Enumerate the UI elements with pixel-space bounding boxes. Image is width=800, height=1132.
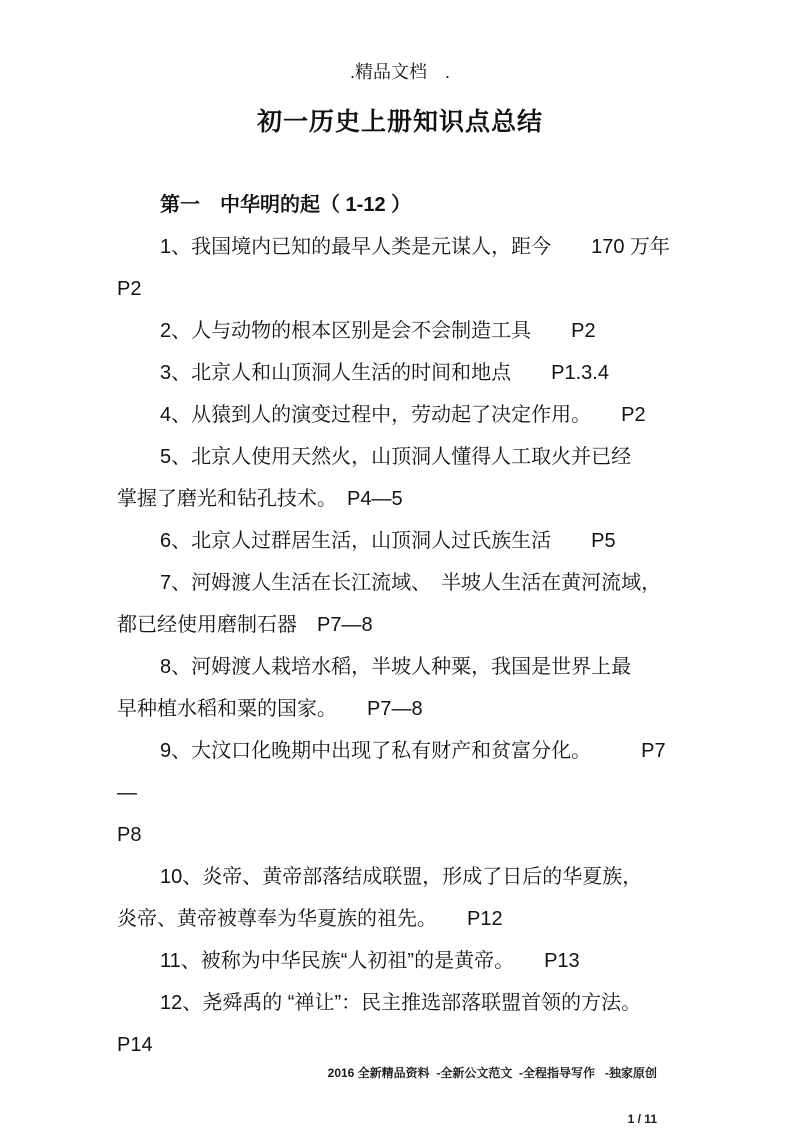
body-line: 10、炎帝、黄帝部落结成联盟，形成了日后的华夏族，	[160, 866, 643, 888]
page-title: 初一历史上册知识点总结	[256, 108, 543, 136]
body-line: 8、河姆渡人栽培水稻，半坡人种粟，我国是世界上最	[160, 656, 632, 678]
body-line: P2	[117, 278, 142, 300]
body-line: 9、大汶口化晚期中出现了私有财产和贫富分化。 P7—	[117, 740, 666, 804]
body-line: 4、从猿到人的演变过程中，劳动起了决定作用。 P2	[160, 404, 646, 426]
body-line: 第一 中华明的起（ 1-12 ）	[160, 194, 412, 216]
body-line: 早种植水稻和粟的国家。 P7—8	[117, 698, 423, 720]
body-line: 炎帝、黄帝被尊奉为华夏族的祖先。 P12	[117, 908, 503, 930]
body-line: 11、被称为中华民族“人初祖”的是黄帝。 P13	[160, 950, 580, 972]
document-footer	[328, 1036, 657, 1132]
body-line: 5、北京人使用天然火，山顶洞人懂得人工取火并已经	[160, 446, 632, 468]
document-body	[117, 184, 683, 1066]
footer-credits: 2016 全新精品资料 -全新公文范文 -全程指导写作 -独家原创	[327, 1066, 657, 1080]
document-header: .精品文档 .	[349, 62, 450, 82]
body-line: 都已经使用磨制石器 P7—8	[117, 614, 373, 636]
body-line: P8	[117, 824, 142, 846]
body-line: 1、我国境内已知的最早人类是元谋人，距今 170 万年	[160, 236, 671, 258]
body-line: 7、河姆渡人生活在长江流域、 半坡人生活在黄河流域，	[160, 572, 662, 594]
body-line: 6、北京人过群居生活，山顶洞人过氏族生活 P5	[160, 530, 616, 552]
body-line: 掌握了磨光和钻孔技术。 P4—5	[117, 488, 403, 510]
body-line: 12、尧舜禹的 “禅让”：民主推选部落联盟首领的方法。	[160, 992, 642, 1014]
page-number: 1 / 11	[627, 1112, 657, 1126]
body-line: 3、北京人和山顶洞人生活的时间和地点 P1.3.4	[160, 362, 609, 384]
body-line: 2、人与动物的根本区别是会不会制造工具 P2	[160, 320, 596, 342]
body-line: P14	[117, 1034, 153, 1056]
